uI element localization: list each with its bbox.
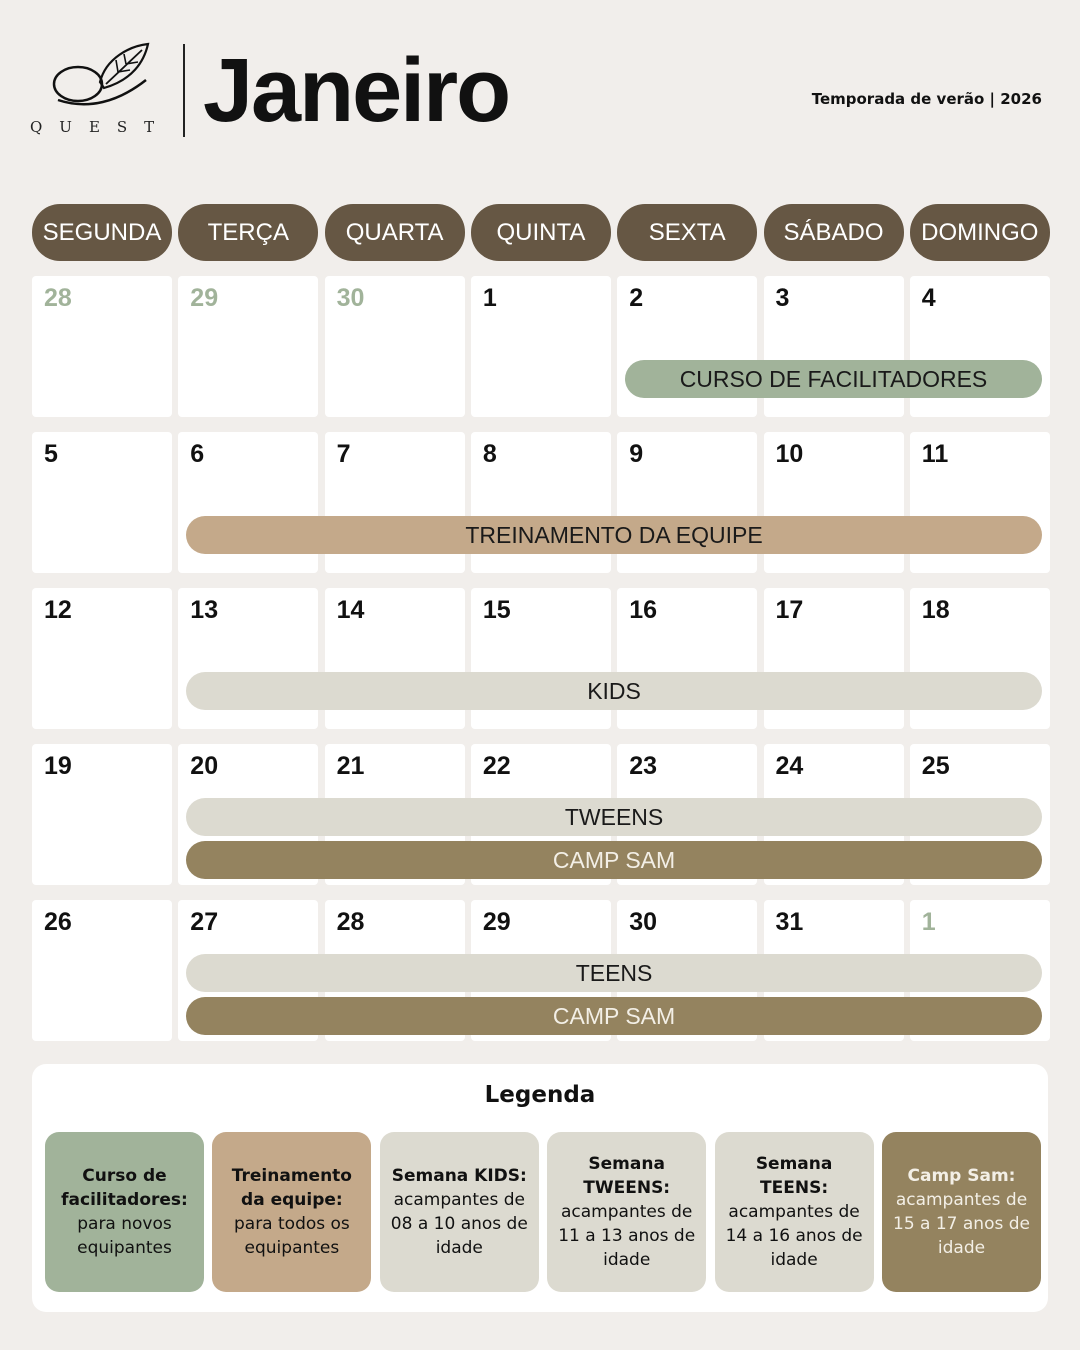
legend-item-title: Camp Sam: <box>907 1166 1016 1186</box>
day-number: 5 <box>44 440 58 468</box>
weekday-terça: TERÇA <box>178 204 318 261</box>
day-number: 14 <box>336 596 365 624</box>
day-number: 24 <box>775 752 804 780</box>
day-cell[interactable] <box>32 900 172 1041</box>
logo-text: QUEST <box>30 118 172 136</box>
season-label: Temporada de verão | 2026 <box>811 90 1042 108</box>
weekday-sexta: SEXTA <box>617 204 757 261</box>
day-number: 22 <box>482 752 511 780</box>
event-bar-tweens[interactable]: TWEENS <box>186 798 1042 836</box>
legend-item <box>882 1132 1041 1292</box>
legend-item-desc: acampantes de 11 a 13 anos de idade <box>558 1202 696 1270</box>
day-cell[interactable] <box>471 276 611 417</box>
legend-item-desc: acampantes de 08 a 10 anos de idade <box>390 1190 528 1258</box>
day-number: 2 <box>629 284 644 312</box>
day-number: 7 <box>336 440 351 468</box>
day-number: 17 <box>775 596 804 624</box>
event-bar-treinamento-da-equipe[interactable]: TREINAMENTO DA EQUIPE <box>186 516 1042 554</box>
weekday-domingo: DOMINGO <box>910 204 1050 261</box>
event-bar-kids[interactable]: KIDS <box>186 672 1042 710</box>
day-cell[interactable] <box>325 276 465 417</box>
day-number: 27 <box>190 908 219 936</box>
leaf-logo-icon <box>48 40 158 112</box>
calendar-grid <box>32 276 1048 1044</box>
month-title: Janeiro <box>203 41 510 141</box>
day-number: 12 <box>44 596 72 624</box>
day-number: 29 <box>190 284 219 312</box>
quest-logo <box>28 40 172 140</box>
legend-item-desc: acampantes de 15 a 17 anos de idade <box>893 1190 1030 1258</box>
day-number: 29 <box>482 908 511 936</box>
day-number: 19 <box>44 752 72 780</box>
day-cell[interactable] <box>178 276 318 417</box>
legend-panel <box>32 1064 1048 1312</box>
legend-item-title: Curso de facilitadores: <box>61 1166 188 1210</box>
day-number: 3 <box>775 284 790 312</box>
day-number: 10 <box>775 440 804 468</box>
day-cell[interactable] <box>32 744 172 885</box>
legend-item <box>547 1132 706 1292</box>
day-cell[interactable] <box>32 588 172 729</box>
weekday-sábado: SÁBADO <box>764 204 904 261</box>
day-cell[interactable] <box>32 432 172 573</box>
weekday-header-row <box>32 204 1048 261</box>
day-number: 13 <box>190 596 219 624</box>
weekday-quinta: QUINTA <box>471 204 611 261</box>
day-number: 25 <box>921 752 950 780</box>
legend-item <box>380 1132 539 1292</box>
legend-item-title: Treinamento da equipe: <box>231 1166 352 1210</box>
legend-item <box>45 1132 204 1292</box>
event-bar-camp-sam[interactable]: CAMP SAM <box>186 841 1042 879</box>
legend-item-title: Semana TWEENS: <box>583 1154 671 1198</box>
legend-item-title: Semana KIDS: <box>391 1166 527 1186</box>
day-number: 1 <box>921 908 936 936</box>
day-number: 16 <box>629 596 657 624</box>
legend-item <box>715 1132 874 1292</box>
day-number: 18 <box>921 596 950 624</box>
day-number: 30 <box>336 284 365 312</box>
day-number: 11 <box>921 440 949 468</box>
day-number: 21 <box>336 752 365 780</box>
legend-item <box>212 1132 371 1292</box>
legend-item-desc: acampantes de 14 a 16 anos de idade <box>725 1202 863 1270</box>
day-number: 20 <box>190 752 219 780</box>
day-number: 28 <box>336 908 365 936</box>
day-number: 23 <box>629 752 657 780</box>
legend-item-desc: para novos equipantes <box>77 1214 172 1258</box>
day-number: 8 <box>482 440 497 468</box>
day-number: 26 <box>44 908 72 936</box>
event-bar-curso-de-facilitadores[interactable]: CURSO DE FACILITADORES <box>625 360 1042 398</box>
day-number: 4 <box>921 284 936 312</box>
day-number: 31 <box>775 908 804 936</box>
day-number: 15 <box>482 596 511 624</box>
day-number: 9 <box>629 440 644 468</box>
legend-item-title: Semana TEENS: <box>755 1154 833 1198</box>
legend-title: Legenda <box>484 1082 596 1108</box>
weekday-quarta: QUARTA <box>325 204 465 261</box>
header-divider <box>183 44 185 137</box>
day-number: 6 <box>190 440 205 468</box>
event-bar-camp-sam[interactable]: CAMP SAM <box>186 997 1042 1035</box>
event-bar-teens[interactable]: TEENS <box>186 954 1042 992</box>
day-number: 28 <box>44 284 72 312</box>
day-number: 30 <box>629 908 657 936</box>
legend-item-desc: para todos os equipantes <box>233 1214 350 1258</box>
weekday-segunda: SEGUNDA <box>32 204 172 261</box>
day-number: 1 <box>482 284 497 312</box>
day-cell[interactable] <box>32 276 172 417</box>
